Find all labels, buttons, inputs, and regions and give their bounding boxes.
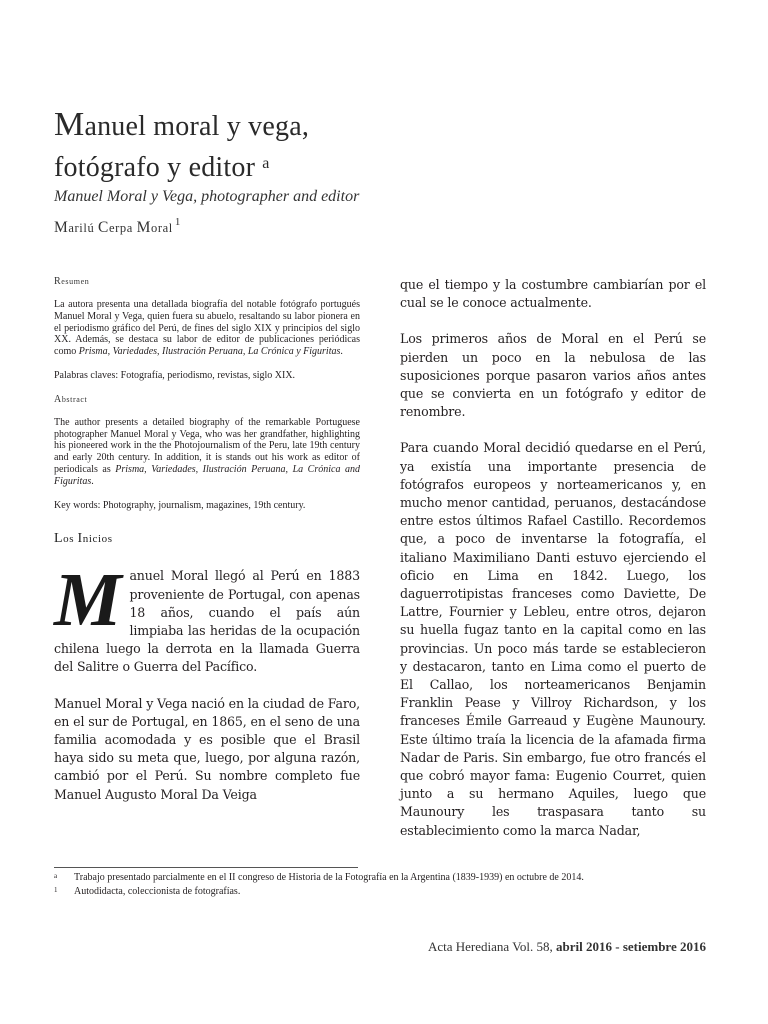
body-paragraph: que el tiempo y la costumbre cambiarían por el cual se le conoce actualmente. bbox=[400, 277, 706, 311]
resumen-keywords: Palabras claves: Fotografía, periodismo, revistas, siglo XIX. bbox=[54, 369, 296, 381]
abstract-keywords: Key words: Photography, journalism, magazines, 19th century. bbox=[54, 499, 306, 511]
title-footnote-marker: a bbox=[262, 155, 270, 172]
footnotes bbox=[54, 871, 704, 899]
right-column bbox=[400, 276, 706, 840]
footnote: 1 Autodidacta, coleccionista de fotografías. bbox=[54, 886, 241, 897]
title-line-1: Manuel moral y vega, bbox=[54, 106, 310, 143]
article-title bbox=[54, 104, 309, 188]
footnote-divider bbox=[54, 867, 358, 868]
body-paragraph: Los primeros años de Moral en el Perú se pierden un poco en la nebulosa de las suposiciones porque pasaron varios años antes que se convierta en un fotógrafo y editor de renombre. bbox=[400, 331, 706, 420]
resumen-heading: Resumen bbox=[54, 276, 90, 287]
resumen-text: La autora presenta una detallada biografía del notable fotógrafo portugués Manuel Moral y Vega, quien fuera su abuelo, resaltando su labor pionera en el periodismo gráfico del Perú, de fines del siglo XIX y principios del siglo XX. Además, se destaca su labor de editor de publicaciones periódicas como Prisma, Variedades, Ilustración Peruana, La Crónica y Figuritas. bbox=[54, 299, 360, 358]
title-line-2: fotógrafo y editor $^a$ bbox=[54, 152, 270, 183]
drop-cap: M bbox=[54, 558, 122, 643]
author-name: Marilú Cerpa Moral $^1$ bbox=[54, 216, 181, 236]
footnote: a Trabajo presentado parcialmente en el II congreso de Historia de la Fotografía en la Argentina (1839-1939) en octubre de 2014. bbox=[54, 872, 584, 883]
body-paragraph: Manuel Moral y Vega nació en la ciudad de Faro, en el sur de Portugal, en 1865, en el seno de una familia acomodada y es posible que el Brasil haya sido su meta que, luego, por alguna razón, cambió por el Perú. Su nombre completo fue Manuel Augusto Moral Da Veiga bbox=[54, 695, 360, 802]
author-footnote-marker: 1 bbox=[174, 216, 181, 228]
body-paragraph: Para cuando Moral decidió quedarse en el Perú, ya existía una importante presencia de fotógrafos europeos y norteamericanos y, en mucho menor cantidad, peruanos, destacándose entre estos últimos Rafael Castillo. Recordemos que, a poco de inventarse la fotografía, el italiano Maximiliano Danti estuvo ejerciendo el oficio en Lima en 1842. Luego, los daguerrotipistas franceses como Daviette, De Lattre, Fournier y Lebleu, entre otros, dejaron su huella fugaz tanto en la capital como en las provincias. Un poco más tarde se establecieron y destacaron, tanto en Lima como el puerto de El Callao, los norteamericanos Benjamin Franklin Pease y Villroy Richardson, y los franceses Émile Garreaud y Eugène Maunoury. Este último traía la licencia de la afamada firma Nadar de Paris. Sin embargo, fue otro francés el que cobró mayor fama: Eugenio Courret, quien junto a su hermano Aquiles, luego que Maunoury les traspasara tanto su establecimiento como la marca Nadar, bbox=[400, 440, 706, 838]
journal-footer: Acta Herediana Vol. 58, abril 2016 - setiembre 2016 bbox=[427, 939, 706, 954]
abstract-text: The author presents a detailed biography of the remarkable Portuguese photographer Manuel Moral y Vega, who was her grandfather, highlighting his pioneered work in the the Photojournalism of the Peru, late 19th century and early 20th century. In addition, it is stands out his work as editor of periodicals as Prisma, Variedades, Ilustración Peruana, La Crónica and Figuritas. bbox=[54, 416, 360, 487]
body-paragraph: Manuel Moral llegó al Perú en 1883 proveniente de Portugal, con apenas 18 años, cuando el país aún limpiaba las heridas de la ocupación chilena luego la derrota en la llamada Guerra del Salitre o Guerra del Pacífico. bbox=[54, 558, 360, 675]
section-heading-los-inicios: Los Inicios bbox=[54, 531, 113, 547]
left-column bbox=[54, 276, 360, 804]
article-subtitle: Manuel Moral y Vega, photographer and editor bbox=[54, 188, 360, 205]
abstract-heading: Abstract bbox=[54, 393, 88, 405]
